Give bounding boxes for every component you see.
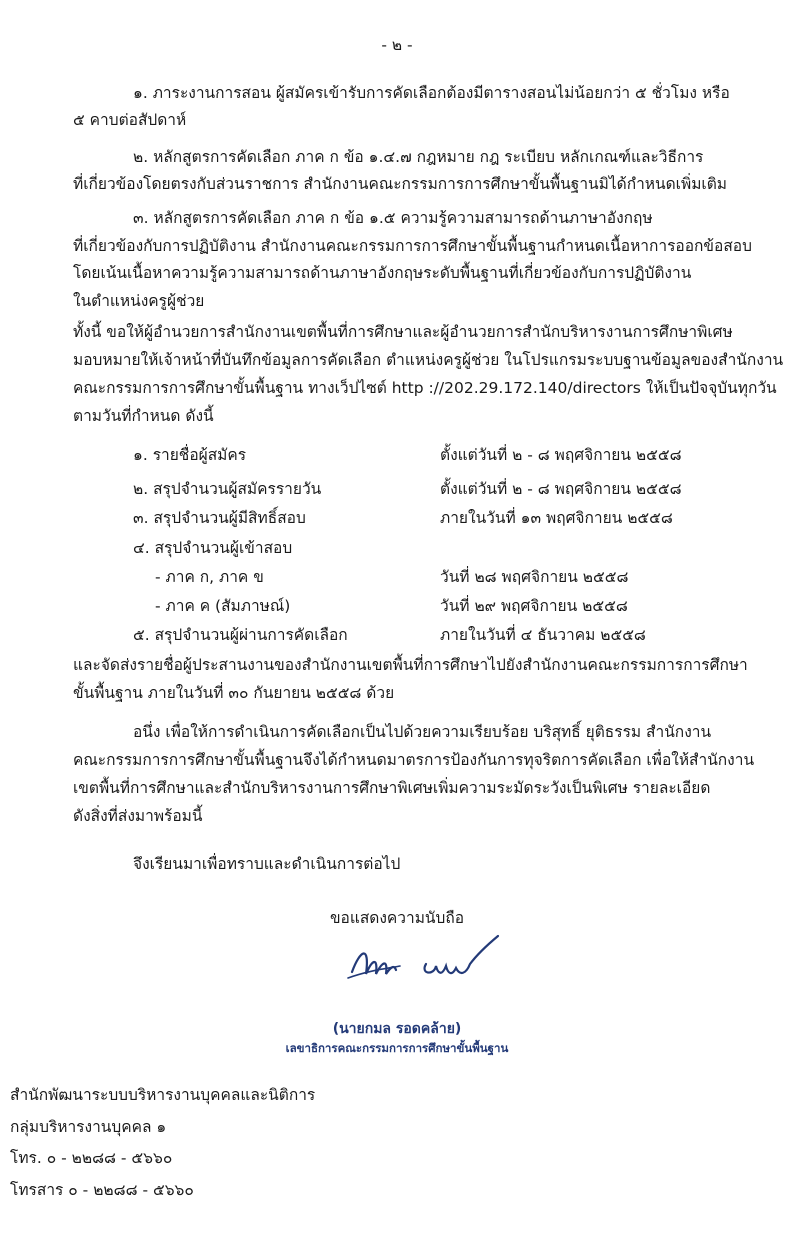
signer-title: เลขาธิการคณะกรรมการการศึกษาขั้นพื้นฐาน <box>285 1041 509 1055</box>
schedule-label: ๕. สรุปจำนวนผู้ผ่านการคัดเลือก <box>133 626 348 644</box>
item3-line2: ที่เกี่ยวข้องกับการปฏิบัติงาน สำนักงานคณะกรรมการการศึกษาขั้นพื้นฐานกำหนดเนื้อหาการออกข้อสอบ <box>73 237 752 255</box>
item3-line3: โดยเน้นเนื้อหาความรู้ความสามารถด้านภาษาอังกฤษระดับพื้นฐานที่เกี่ยวข้องกับการปฏิบัติงาน <box>73 264 692 282</box>
schedule-label: ๓. สรุปจำนวนผู้มีสิทธิ์สอบ <box>133 509 306 527</box>
item3-line4: ในตำแหน่งครูผู้ช่วย <box>73 292 205 310</box>
item1-line1: ๑. ภาระงานการสอน ผู้สมัครเข้ารับการคัดเลือกต้องมีตารางสอนไม่น้อยกว่า ๕ ชั่วโมง หรือ <box>133 84 730 102</box>
measures-line2: คณะกรรมการการศึกษาขั้นพื้นฐานจึงได้กำหนดมาตรการป้องกันการทุจริตการคัดเลือก เพื่อให้สำนักงาน <box>73 751 755 769</box>
footer-office: สำนักพัฒนาระบบบริหารงานบุคคลและนิติการ <box>10 1086 316 1104</box>
schedule-date: วันที่ ๒๘ พฤศจิกายน ๒๕๕๘ <box>440 568 629 586</box>
send-line1: และจัดส่งรายชื่อผู้ประสานงานของสำนักงานเขตพื้นที่การศึกษาไปยังสำนักงานคณะกรรมการการศึกษา <box>73 656 748 674</box>
schedule-date: ภายในวันที่ ๔ ธันวาคม ๒๕๕๘ <box>440 626 646 644</box>
item3-line1: ๓. หลักสูตรการคัดเลือก ภาค ก ข้อ ๑.๕ ความรู้ความสามารถด้านภาษาอังกฤษ <box>133 209 653 227</box>
schedule-date: ภายในวันที่ ๑๓ พฤศจิกายน ๒๕๕๘ <box>440 509 673 527</box>
footer-fax: โทรสาร ๐ - ๒๒๘๘ - ๕๖๖๐ <box>10 1181 194 1199</box>
footer-group: กลุ่มบริหารงานบุคคล ๑ <box>10 1118 167 1136</box>
instruction-line4: ตามวันที่กำหนด ดังนี้ <box>73 407 214 425</box>
handwritten-signature <box>330 930 530 990</box>
measures-line1: อนึ่ง เพื่อให้การดำเนินการคัดเลือกเป็นไปด้วยความเรียบร้อย บริสุทธิ์ ยุติธรรม สำนักงาน <box>133 723 712 741</box>
schedule-label: ๒. สรุปจำนวนผู้สมัครรายวัน <box>133 480 322 498</box>
page-number: - ๒ - <box>381 36 413 54</box>
send-line2: ขั้นพื้นฐาน ภายในวันที่ ๓๐ กันยายน ๒๕๕๘ ด้วย <box>73 684 395 702</box>
item2-line1: ๒. หลักสูตรการคัดเลือก ภาค ก ข้อ ๑.๔.๗ กฎหมาย กฎ ระเบียบ หลักเกณฑ์และวิธีการ <box>133 148 704 166</box>
schedule-date: วันที่ ๒๙ พฤศจิกายน ๒๕๕๘ <box>440 597 628 615</box>
schedule-date: ตั้งแต่วันที่ ๒ - ๘ พฤศจิกายน ๒๕๕๘ <box>440 480 682 498</box>
regards-text: ขอแสดงความนับถือ <box>329 909 465 927</box>
instruction-line3: คณะกรรมการการศึกษาขั้นพื้นฐาน ทางเว็ปไซต์ http ://202.29.172.140/directors ให้เป็นปัจจุบันทุกวัน <box>73 379 777 397</box>
signer-name: (นายกมล รอดคล้าย) <box>332 1021 462 1037</box>
measures-line4: ดังสิ่งที่ส่งมาพร้อมนี้ <box>73 807 203 825</box>
measures-line3: เขตพื้นที่การศึกษาและสำนักบริหารงานการศึกษาพิเศษเพิ่มความระมัดระวังเป็นพิเศษ รายละเอียด <box>73 779 711 797</box>
instruction-line2: มอบหมายให้เจ้าหน้าที่บันทึกข้อมูลการคัดเลือก ตำแหน่งครูผู้ช่วย ในโปรแกรมระบบฐานข้อมูลของสำนักงาน <box>73 351 784 369</box>
schedule-sublabel: - ภาค ค (สัมภาษณ์) <box>155 597 291 615</box>
closing-line: จึงเรียนมาเพื่อทราบและดำเนินการต่อไป <box>133 855 401 873</box>
schedule-date: ตั้งแต่วันที่ ๒ - ๘ พฤศจิกายน ๒๕๕๘ <box>440 446 682 464</box>
instruction-line1: ทั้งนี้ ขอให้ผู้อำนวยการสำนักงานเขตพื้นที่การศึกษาและผู้อำนวยการสำนักบริหารงานการศึกษาพิเศษ <box>73 323 733 341</box>
schedule-label: ๔. สรุปจำนวนผู้เข้าสอบ <box>133 539 293 557</box>
item1-line2: ๕ คาบต่อสัปดาห์ <box>73 111 187 129</box>
footer-tel: โทร. ๐ - ๒๒๘๘ - ๕๖๖๐ <box>10 1149 173 1167</box>
item2-line2: ที่เกี่ยวข้องโดยตรงกับส่วนราชการ สำนักงานคณะกรรมการการศึกษาขั้นพื้นฐานมิได้กำหนดเพิ่มเติม <box>73 175 727 193</box>
schedule-label: ๑. รายชื่อผู้สมัคร <box>133 446 247 464</box>
schedule-sublabel: - ภาค ก, ภาค ข <box>155 568 264 586</box>
